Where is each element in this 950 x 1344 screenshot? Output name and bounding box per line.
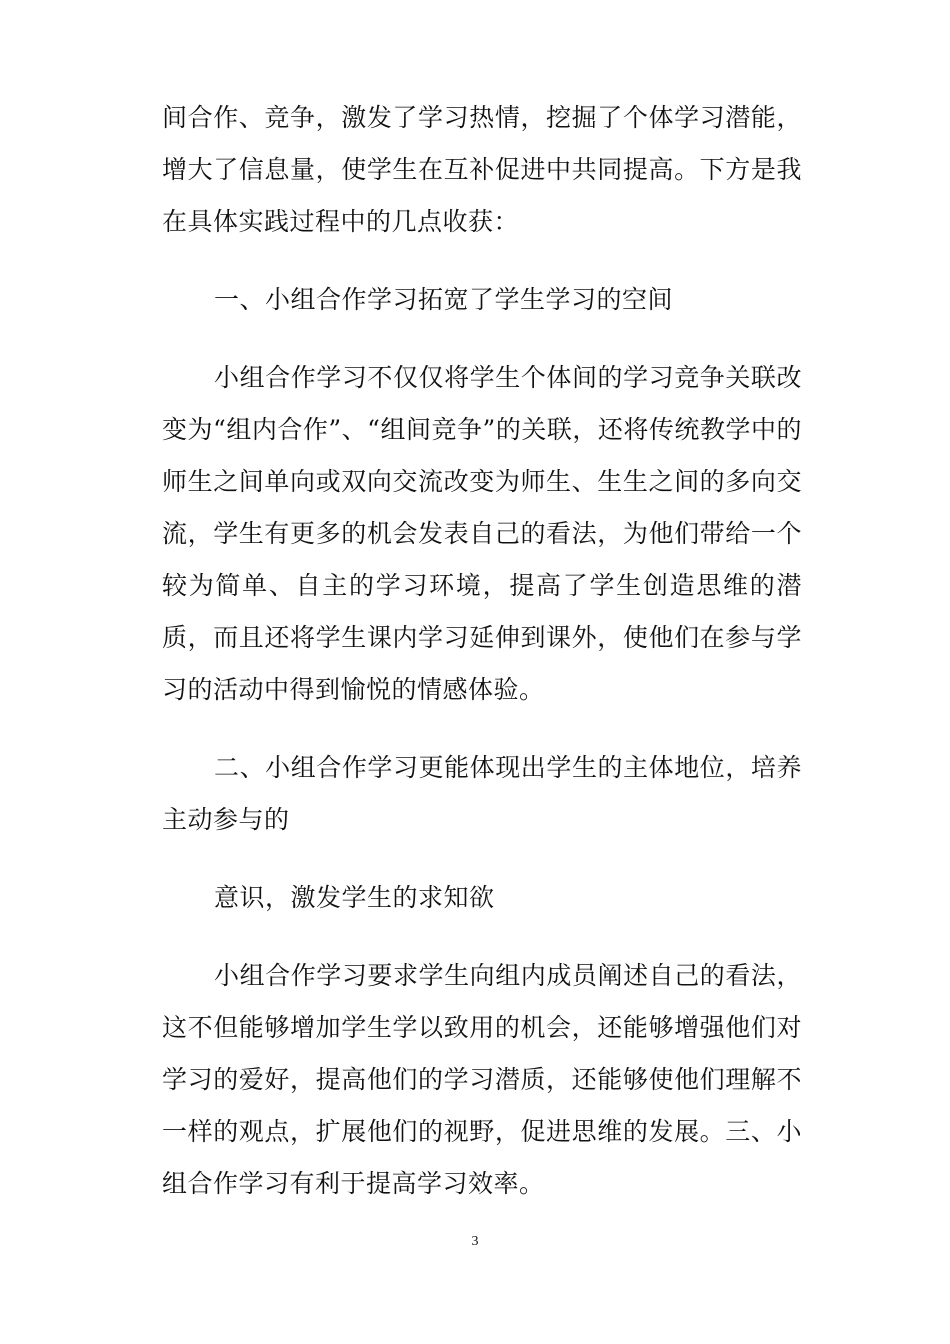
paragraph-section-1: 小组合作学习不仅仅将学生个体间的学习竞争关联改变为“组内合作”、“组间竞争”的关联，还将传统教学中的师生之间单向或双向交流改变为师生、生生之间的多向交流，学生有更多的机会发表自己的看法，为他们带给一个较为简单、自主的学习环境，提高了学生创造思维的潜质，而且还将学生课内学习延伸到课外，使他们在参与学习的活动中得到愉悦的情感体验。 xyxy=(162,363,802,704)
page-number: 3 xyxy=(471,1234,479,1249)
section-heading-2-continued: 意识，激发学生的求知欲 xyxy=(214,883,495,912)
section-heading-2: 二、小组合作学习更能体现出学生的主体地位，培养主动参与的 xyxy=(162,753,802,834)
section-heading-1: 一、小组合作学习拓宽了学生学习的空间 xyxy=(214,285,674,314)
document-body xyxy=(162,92,802,1236)
paragraph-continuation: 间合作、竞争，激发了学习热情，挖掘了个体学习潜能，增大了信息量，使学生在互补促进中共同提高。下方是我在具体实践过程中的几点收获： xyxy=(162,103,802,236)
paragraph-section-2: 小组合作学习要求学生向组内成员阐述自己的看法，这不但能够增加学生学以致用的机会，还能够增强他们对学习的爱好，提高他们的学习潜质，还能够使他们理解不一样的观点，扩展他们的视野，促进思维的发展。三、小组合作学习有利于提高学习效率。 xyxy=(162,961,802,1198)
